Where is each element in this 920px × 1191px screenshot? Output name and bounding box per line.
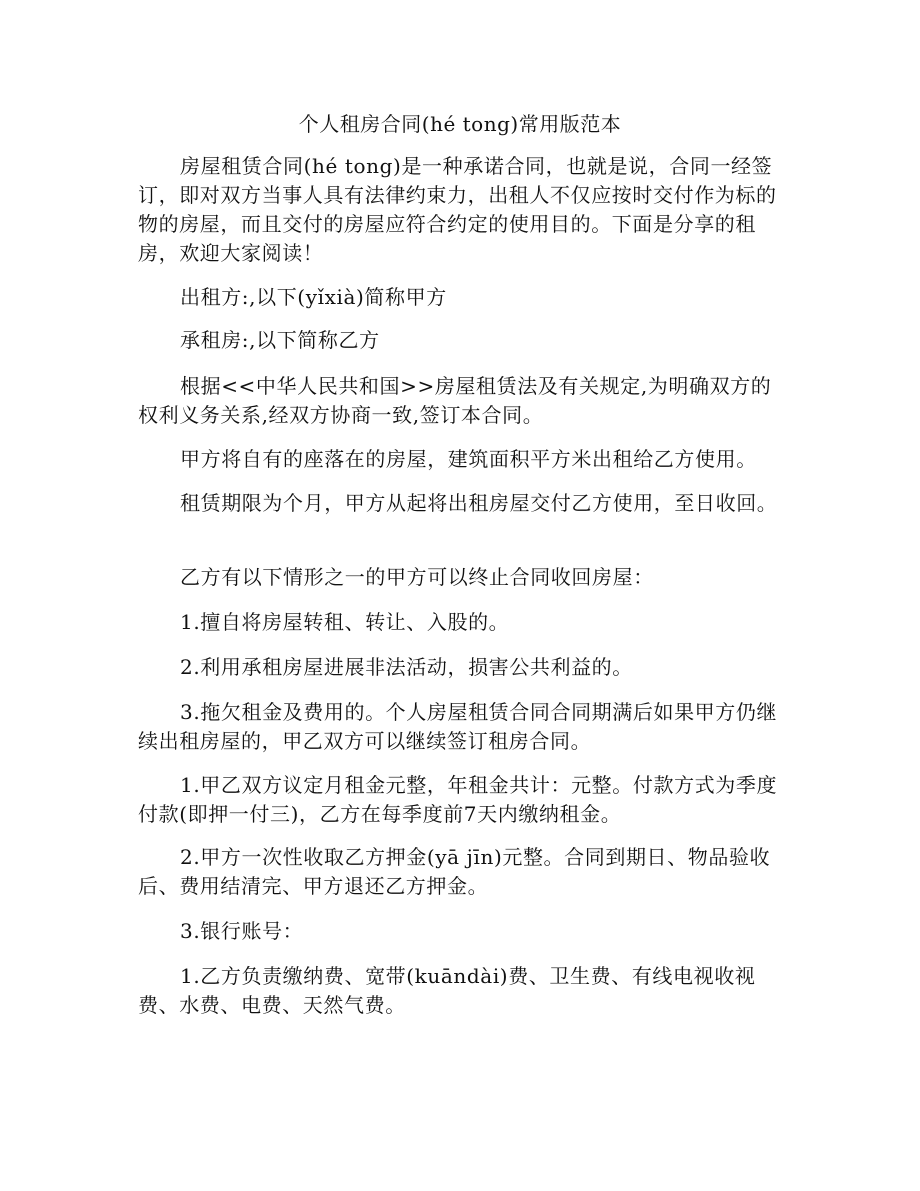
document-title: 个人租房合同(hé tong)常用版范本: [298, 112, 622, 136]
termination-item-3: 3.拖欠租金及费用的。个人房屋租赁合同合同期满后如果甲方仍继续出租房屋的，甲乙双方可以继续签订租房合同。: [138, 700, 778, 753]
termination-item-1: 1.擅自将房屋转租、转让、入股的。: [180, 610, 510, 634]
intro-paragraph: 房屋租赁合同(hé tong)是一种承诺合同，也就是说，合同一经签订，即对双方当事人具有法律约束力，出租人不仅应按时交付作为标的物的房屋，而且交付的房屋应符合约定的使用目的。下面是分享的租房，欢迎大家阅读！: [138, 154, 777, 265]
lessee-line: 承租房:,以下简称乙方: [180, 328, 380, 352]
lessor-line: 出租方:,以下(yǐxià)简称甲方: [180, 285, 447, 309]
lease-term-paragraph: 租赁期限为个月，甲方从起将出租房屋交付乙方使用，至日收回。: [180, 491, 778, 515]
fees-clause-1: 1.乙方负责缴纳费、宽带(kuāndài)费、卫生费、有线电视收视费、水费、电费、天然气费。: [138, 964, 756, 1017]
termination-item-2: 2.利用承租房屋进展非法活动，损害公共利益的。: [180, 655, 633, 679]
deposit-clause-2: 2.甲方一次性收取乙方押金(yā jīn)元整。合同到期日、物品验收后、费用结清完、甲方退还乙方押金。: [138, 845, 771, 898]
rent-clause-1: 1.甲乙双方议定月租金元整，年租金共计：元整。付款方式为季度付款(即押一付三)，乙方在每季度前7天内缴纳租金。: [138, 773, 778, 826]
bank-account-clause-3: 3.银行账号：: [180, 919, 304, 943]
premises-paragraph: 甲方将自有的座落在的房屋，建筑面积平方米出租给乙方使用。: [180, 447, 757, 471]
termination-intro: 乙方有以下情形之一的甲方可以终止合同收回房屋：: [180, 565, 654, 589]
legal-basis-paragraph: 根据<<中华人民共和国>>房屋租赁法及有关规定,为明确双方的权利义务关系,经双方协商一致,签订本合同。: [138, 374, 772, 427]
